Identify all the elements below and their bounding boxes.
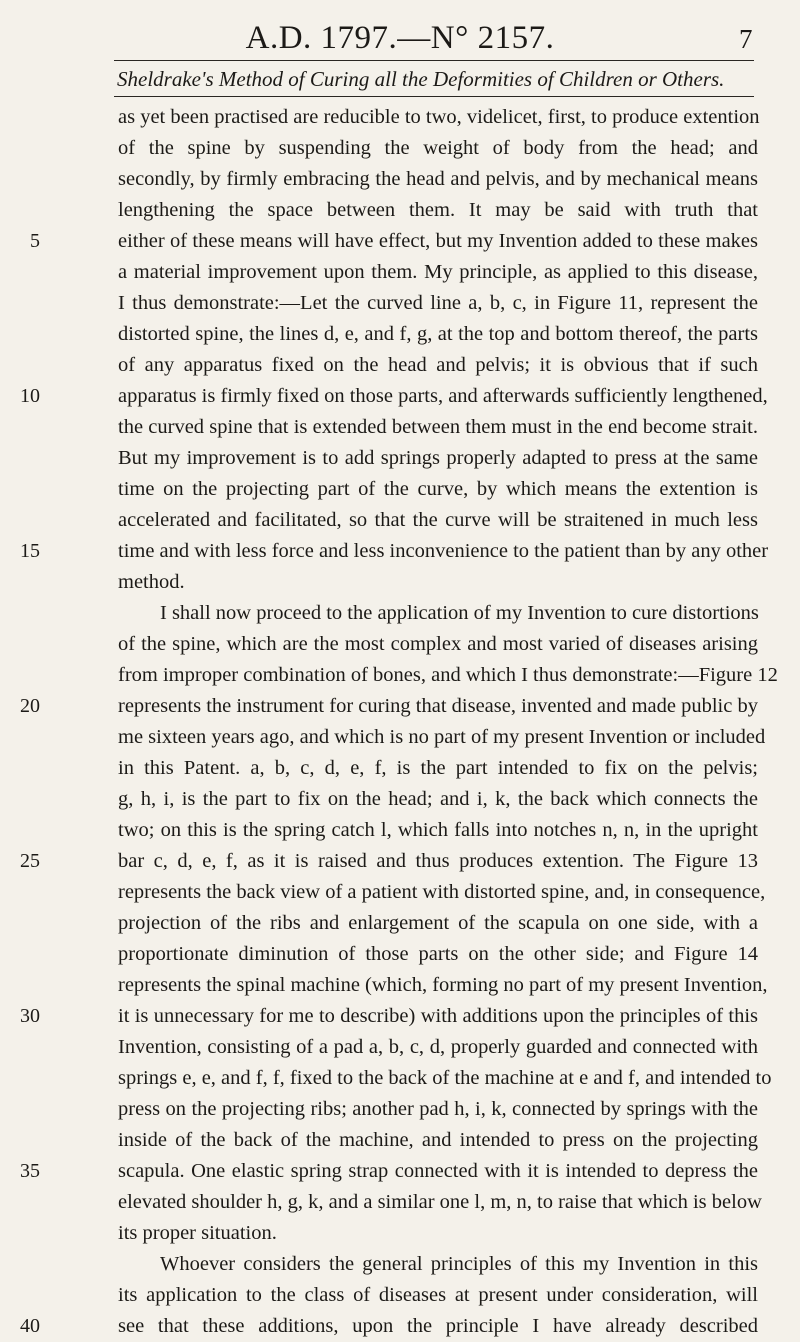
text-line: its proper situation. — [118, 1222, 277, 1244]
text-line: the curved spine that is extended between them must in the end become strait. — [118, 416, 758, 438]
text-line: inside of the back of the machine, and intended to press on the projecting — [118, 1129, 758, 1151]
text-line: accelerated and facilitated, so that the curve will be straitened in much less — [118, 509, 758, 531]
text-line: of the spine by suspending the weight of body from the head; and — [118, 137, 758, 159]
line-number: 40 — [20, 1315, 40, 1337]
text-line: time and with less force and less inconvenience to the patient than by any other — [118, 540, 769, 562]
text-line: Whoever considers the general principles of this my Invention in this — [160, 1253, 758, 1275]
text-line: proportionate diminution of those parts on the other side; and Figure 14 — [118, 943, 758, 965]
text-line: in this Patent. a, b, c, d, e, f, is the part intended to fix on the pelvis; — [118, 757, 758, 779]
text-line: distorted spine, the lines d, e, and f, g, at the top and bottom thereof, the parts — [118, 323, 758, 345]
text-line: it is unnecessary for me to describe) with additions upon the principles of this — [118, 1005, 758, 1027]
text-line: two; on this is the spring catch l, which falls into notches n, n, in the upright — [118, 819, 758, 841]
line-number: 30 — [20, 1005, 40, 1027]
text-line: represents the instrument for curing that disease, invented and made public by — [118, 695, 758, 717]
text-line: its application to the class of diseases at present under consideration, will — [118, 1284, 758, 1306]
text-line: press on the projecting ribs; another pad h, i, k, connected by springs with the — [118, 1098, 758, 1120]
header-rule-bottom — [114, 96, 754, 97]
text-line: of the spine, which are the most complex and most varied of diseases arising — [118, 633, 758, 655]
text-line: g, h, i, is the part to fix on the head; and i, k, the back which connects the — [118, 788, 758, 810]
text-line: scapula. One elastic spring strap connected with it is intended to depress the — [118, 1160, 758, 1182]
text-line: apparatus is firmly fixed on those parts, and afterwards sufficiently lengthened, — [118, 385, 768, 407]
text-line: as yet been practised are reducible to two, videlicet, first, to produce extention — [118, 106, 760, 128]
text-line: lengthening the space between them. It may be said with truth that — [118, 199, 758, 221]
header-rule-top — [114, 60, 754, 61]
line-number: 25 — [20, 850, 40, 872]
text-line: of any apparatus fixed on the head and pelvis; it is obvious that if such — [118, 354, 758, 376]
text-line: But my improvement is to add springs properly adapted to press at the same — [118, 447, 758, 469]
line-number: 35 — [20, 1160, 40, 1182]
line-number: 10 — [20, 385, 40, 407]
text-line: time on the projecting part of the curve, by which means the extention is — [118, 478, 758, 500]
text-line: represents the back view of a patient with distorted spine, and, in consequence, — [118, 881, 766, 903]
text-line: either of these means will have effect, but my Invention added to these makes — [118, 230, 758, 252]
text-line: see that these additions, upon the principle I have already described — [118, 1315, 758, 1337]
text-line: a material improvement upon them. My principle, as applied to this disease, — [118, 261, 758, 283]
text-line: I thus demonstrate:—Let the curved line a, b, c, in Figure 11, represent the — [118, 292, 758, 314]
line-number: 5 — [30, 230, 40, 252]
text-line: projection of the ribs and enlargement of the scapula on one side, with a — [118, 912, 758, 934]
line-number: 20 — [20, 695, 40, 717]
text-line: secondly, by firmly embracing the head and pelvis, and by mechanical means — [118, 168, 758, 190]
text-line: bar c, d, e, f, as it is raised and thus produces extention. The Figure 13 — [118, 850, 758, 872]
text-line: method. — [118, 571, 185, 593]
line-number: 15 — [20, 540, 40, 562]
page-heading: A.D. 1797.—N° 2157. — [245, 20, 555, 56]
text-line: springs e, e, and f, f, fixed to the back of the machine at e and f, and intended to — [118, 1067, 772, 1089]
text-line: Invention, consisting of a pad a, b, c, d, properly guarded and connected with — [118, 1036, 758, 1058]
running-title: Sheldrake's Method of Curing all the Deformities of Children or Others. — [117, 67, 725, 91]
text-line: represents the spinal machine (which, forming no part of my present Invention, — [118, 974, 768, 996]
text-line: from improper combination of bones, and which I thus demonstrate:—Figure 12 — [118, 664, 778, 686]
text-line: me sixteen years ago, and which is no part of my present Invention or included — [118, 726, 766, 748]
page-number: 7 — [739, 24, 753, 54]
text-line: elevated shoulder h, g, k, and a similar one l, m, n, to raise that which is below — [118, 1191, 762, 1213]
text-line: I shall now proceed to the application of my Invention to cure distortions — [160, 602, 759, 624]
